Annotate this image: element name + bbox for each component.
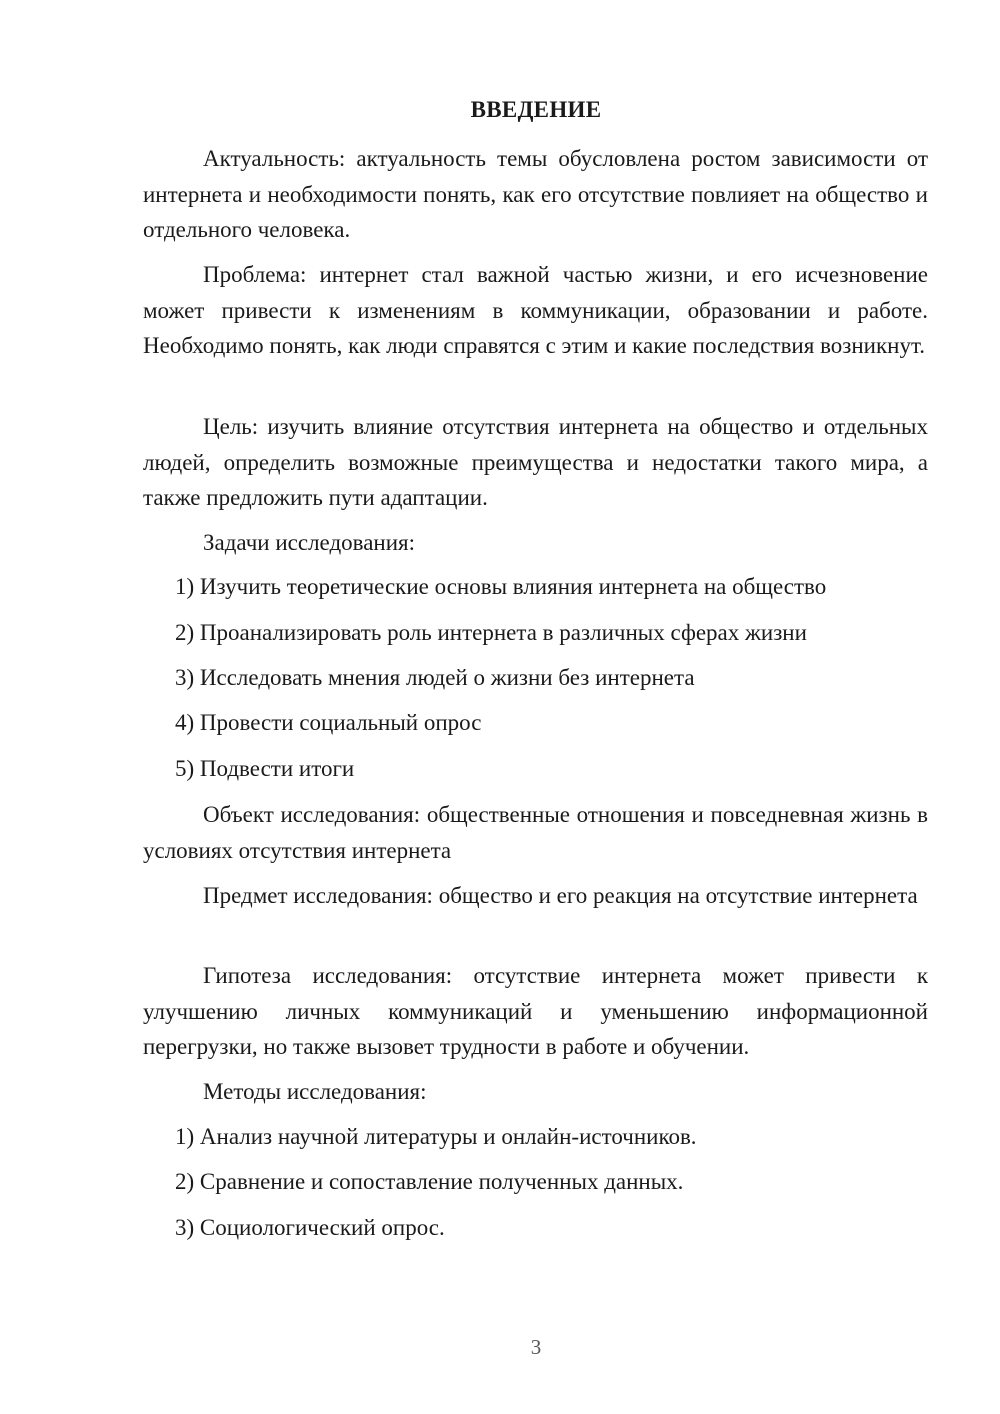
subject-paragraph: Предмет исследования: общество и его реакция на отсутствие интернета (203, 883, 918, 908)
hypothesis-paragraph: Гипотеза исследования: отсутствие интернета может привести к улучшению личных коммуникаций и уменьшению информационной перегрузки, но также вызовет трудности в работе и обучении. (143, 963, 928, 1059)
goal-paragraph: Цель: изучить влияние отсутствия интернета на общество и отдельных людей, определить возможные преимущества и недостатки такого мира, а также предложить пути адаптации. (143, 414, 928, 510)
task-item-2: 2) Проанализировать роль интернета в различных сферах жизни (175, 620, 807, 645)
tasks-heading: Задачи исследования: (203, 530, 416, 555)
problem-paragraph: Проблема: интернет стал важной частью жизни, и его исчезновение может привести к изменениям в коммуникации, образовании и работе. Необходимо понять, как люди справятся с этим и какие последствия возникнут. (143, 262, 928, 358)
task-item-4: 4) Провести социальный опрос (175, 710, 482, 735)
relevance-paragraph: Актуальность: актуальность темы обусловлена ростом зависимости от интернета и необходимости понять, как его отсутствие повлияет на общество и отдельного человека. (143, 146, 928, 242)
task-item-3: 3) Исследовать мнения людей о жизни без интернета (175, 665, 695, 690)
task-item-1: 1) Изучить теоретические основы влияния интернета на общество (175, 574, 827, 599)
page-number: 3 (530, 1335, 542, 1359)
method-item-1: 1) Анализ научной литературы и онлайн-источников. (175, 1124, 697, 1149)
method-item-2: 2) Сравнение и сопоставление полученных данных. (175, 1169, 684, 1194)
methods-heading: Методы исследования: (203, 1079, 427, 1104)
task-item-5: 5) Подвести итоги (175, 756, 355, 781)
page-title: ВВЕДЕНИЕ (470, 97, 602, 122)
object-paragraph: Объект исследования: общественные отношения и повседневная жизнь в условиях отсутствия интернета (143, 802, 928, 863)
method-item-3: 3) Социологический опрос. (175, 1215, 445, 1240)
